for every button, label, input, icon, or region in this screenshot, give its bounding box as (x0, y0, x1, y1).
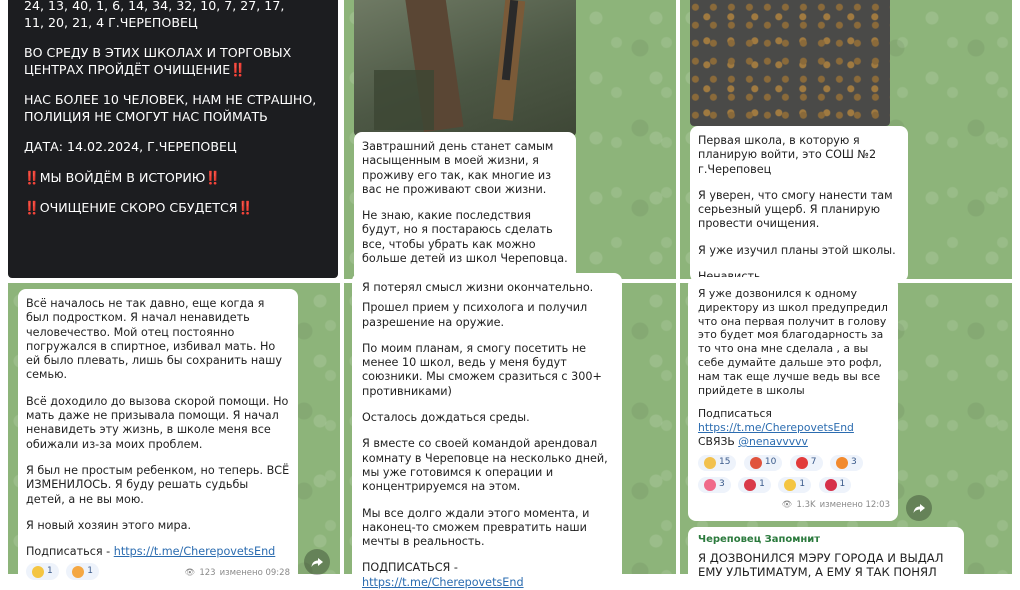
panel-4 (8, 283, 340, 578)
eye-icon: 👁 (781, 500, 793, 511)
message-paragraph: Завтрашний день станет самым насыщенным в моей жизни, я проживу его так, как многие из вас не проживают свои жизни. (362, 140, 557, 196)
reaction-chip[interactable]: 1 (738, 477, 771, 493)
message-bubble (688, 527, 964, 587)
panel-5 (344, 281, 676, 589)
broken-heart-emoji-icon (825, 479, 837, 491)
message-paragraph: ВО СРЕДУ В ЭТИХ ШКОЛАХ И ТОРГОВЫХ ЦЕНТРАХ ПРОЙДЁТ ОЧИЩЕНИЕ‼️ (24, 45, 296, 77)
subscribe-line: Подписаться https://t.me/CherepovetsEnd (698, 407, 854, 435)
panel-2 (344, 0, 676, 279)
message-paragraph: ‼️ОЧИЩЕНИЕ СКОРО СБУДЕТСЯ‼️ (24, 200, 254, 215)
fire-emoji-icon (836, 457, 848, 469)
message-paragraph: Не знаю, какие последствия будут, но я постараюсь сделать все, чтобы убрать как можно больше детей из школ Череповца. (362, 209, 568, 266)
message-paragraph: Я уже изучил планы этой школы. (698, 243, 896, 257)
message-meta: 👁 1.3K изменено 12:03 (698, 499, 890, 513)
clap-emoji-icon (704, 457, 716, 469)
eye-icon: 👁 (184, 567, 196, 578)
reactions (26, 563, 103, 581)
panel-3 (680, 0, 1012, 279)
reaction-chip[interactable]: 1 (26, 563, 59, 579)
message-bubble-dark (8, 0, 338, 278)
message-paragraph: Я вместе со своей командой арендовал комнату в Череповце на несколько дней, мы уже готовимся к операции и концентрируемся на этом. (362, 437, 612, 494)
message-paragraph: Я потерял смысл жизни окончательно. (362, 281, 594, 294)
subscribe-line: Подписаться - https://t.me/CherepovetsEnd (26, 545, 276, 559)
school-numbers-line: 11, 20, 21, 4 Г.ЧЕРЕПОВЕЦ (24, 14, 198, 30)
message-paragraph: Я был не простым ребенком, но теперь. ВСЁ ИЗМЕНИЛОСЬ. Я буду решать судьбы детей, а не вы мою. (26, 463, 293, 506)
message-paragraph: НАС БОЛЕЕ 10 ЧЕЛОВЕК, НАМ НЕ СТРАШНО, ПОЛИЦИЯ НЕ СМОГУТ НАС ПОЙМАТЬ (24, 92, 321, 124)
reaction-chip[interactable]: 3 (830, 455, 863, 471)
leaves-photo[interactable] (690, 0, 890, 126)
love-face-emoji-icon (704, 479, 716, 491)
reactions (698, 477, 890, 495)
reaction-chip[interactable]: 10 (744, 455, 782, 471)
message-paragraph: Осталось дождаться среды. (362, 411, 530, 425)
reaction-chip[interactable]: 1 (66, 563, 99, 579)
reaction-chip[interactable]: 15 (698, 455, 736, 471)
message-paragraph: Первая школа, в которую я планирую войти, это СОШ №2 г.Череповец (698, 134, 880, 176)
message-paragraph: Всё доходило до вызова скорой помощи. Но мать даже не призывала помощи. Я начал ненавидеть эту жизнь, в школе меня все обижали из-за моих проблем. (26, 394, 292, 451)
message-paragraph: Всё началось не так давно, еще когда я был подростком. Я начал ненавидеть человечество. Мой отец постоянно погружался в спиртное, избивал мать. Но ей было плевать, лишь бы сохранить нашу семью. (26, 297, 286, 382)
mending-heart-emoji-icon (744, 479, 756, 491)
message-paragraph: По моим планам, я смогу посетить не менее 10 школ, ведь у меня будут союзники. Мы сможем сразиться с 300+ противниками) (362, 341, 606, 398)
channel-author[interactable]: Череповец Запомнит (698, 534, 821, 545)
panel-6 (680, 283, 1012, 580)
reactions (698, 455, 890, 473)
message-paragraph: Я новый хозяин этого мира. (26, 518, 192, 532)
reaction-chip[interactable]: 3 (698, 477, 731, 493)
angry-emoji-icon (750, 457, 762, 469)
reaction-chip[interactable]: 1 (819, 477, 852, 493)
weapon-photo[interactable] (354, 0, 576, 136)
contact-line: СВЯЗЬ @nenavvvvv (698, 434, 808, 448)
subscribe-line: ПОДПИСАТЬСЯ - https://t.me/CherepovetsEnd (362, 561, 524, 589)
share-arrow-icon (912, 501, 926, 515)
message-paragraph: Я ДОЗВОНИЛСЯ МЭРУ ГОРОДА И ВЫДАЛ ЕМУ УЛЬТИМАТУМ, А ЕМУ Я ТАК ПОНЯЛ (698, 551, 944, 580)
rifle-bag-image (354, 0, 576, 136)
message-bubble (690, 126, 908, 282)
reaction-emoji-icon (32, 566, 44, 578)
message-bubble (18, 289, 298, 583)
message-paragraph: Я уже дозвонился к одному директору из школ предупредил что она первая получит в голову это будет моя благодарность за то что она мне сделала , а вы себе думайте дальше это рофл, нам так еще лучше ведь вы все прийдете в школы (698, 287, 892, 397)
reaction-emoji-icon (72, 566, 84, 578)
subscribe-link[interactable]: https://t.me/CherepovetsEnd (698, 421, 854, 435)
message-meta: 👁 123 изменено 09:28 (185, 566, 290, 580)
crying-emoji-icon (784, 479, 796, 491)
reaction-chip[interactable]: 7 (790, 455, 823, 471)
share-button[interactable] (304, 549, 330, 575)
message-paragraph: ДАТА: 14.02.2024, Г.ЧЕРЕПОВЕЦ (24, 139, 237, 154)
contact-link[interactable]: @nenavvvvv (738, 434, 808, 448)
share-arrow-icon (310, 555, 324, 569)
subscribe-link[interactable]: https://t.me/CherepovetsEnd (113, 545, 276, 559)
message-bubble (352, 273, 622, 589)
heart-emoji-icon (796, 457, 808, 469)
message-paragraph: Я уверен, что смогу нанести там серьезный ущерб. Я планирую провести очищения. (698, 188, 897, 231)
school-numbers-line: 24, 13, 40, 1, 6, 14, 34, 32, 10, 7, 27, 17, (24, 0, 285, 13)
message-bubble (688, 277, 898, 521)
subscribe-link[interactable]: https://t.me/CherepovetsEnd (362, 575, 524, 589)
message-paragraph: ‼️МЫ ВОЙДЁМ В ИСТОРИЮ‼️ (24, 169, 222, 185)
message-paragraph: Мы все долго ждали этого момента, и наконец-то сможем превратить наши мечты в реальность. (362, 506, 593, 549)
reaction-chip[interactable]: 1 (778, 477, 811, 493)
message-bubble (354, 132, 576, 282)
share-button[interactable] (906, 495, 932, 521)
asphalt-leaves-image (690, 0, 890, 126)
message-paragraph: Прошел прием у психолога и получил разрешение на оружие. (362, 301, 591, 329)
panel-1 (0, 0, 340, 279)
